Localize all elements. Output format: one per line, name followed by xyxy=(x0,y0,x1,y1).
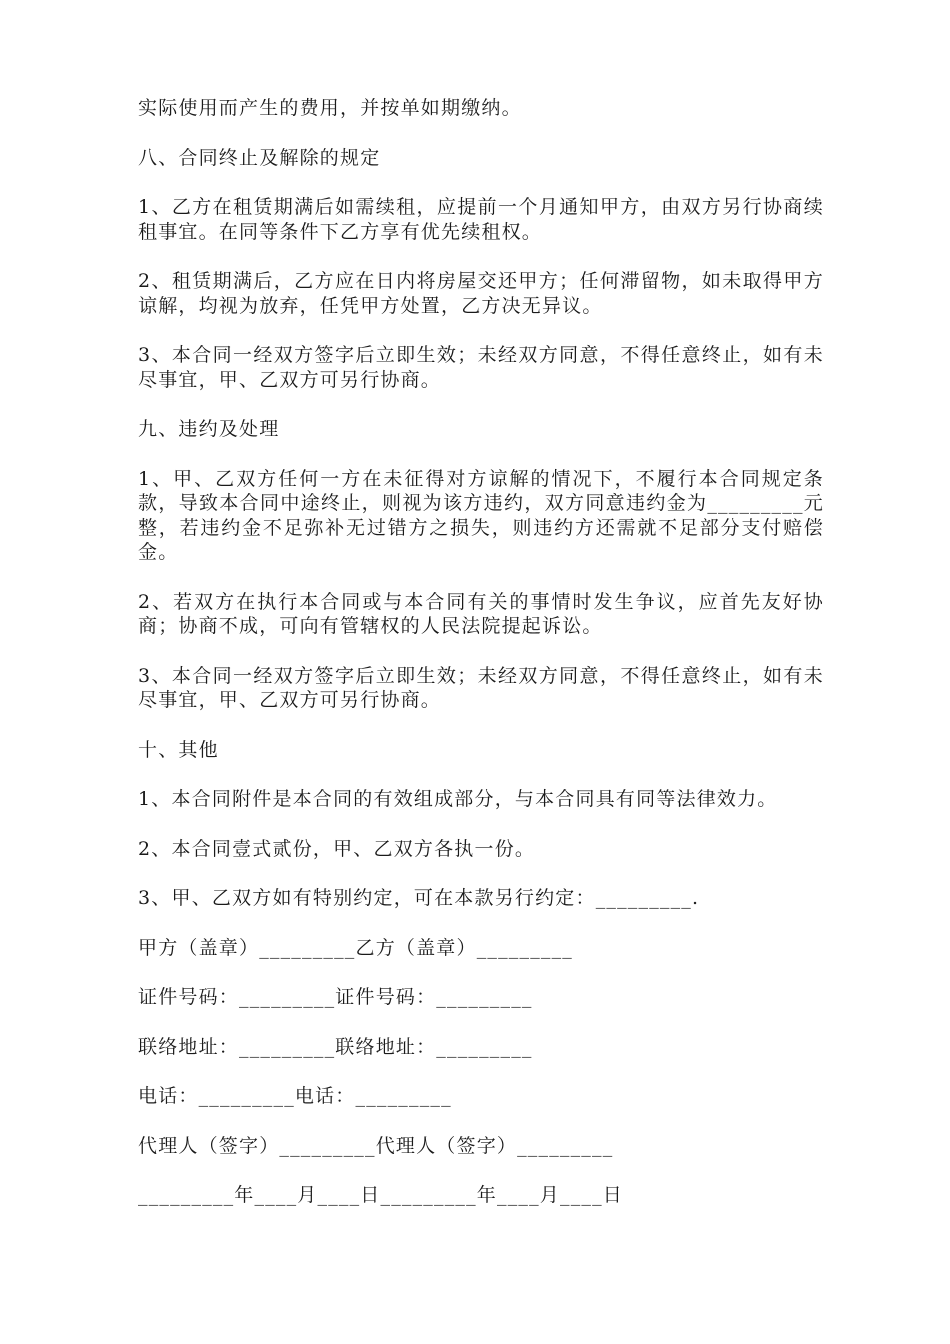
agent-signature-line: 代理人（签字）_________代理人（签字）_________ xyxy=(138,1134,614,1157)
date-line: _________年____月____日_________年____月____日 xyxy=(138,1184,624,1206)
signature-seal-line: 甲方（盖章）_________乙方（盖章）_________ xyxy=(138,936,574,959)
paragraph-fee-payment: 实际使用而产生的费用，并按单如期缴纳。 xyxy=(138,97,522,119)
clause-effective: 3、本合同一经双方签字后立即生效；未经双方同意，不得任意终止，如有未尽事宜，甲、乙双方可另行协商。 xyxy=(138,344,824,391)
clause-attachments: 1、本合同附件是本合同的有效组成部分，与本合同具有同等法律效力。 xyxy=(138,788,778,810)
clause-effective-repeat: 3、本合同一经双方签字后立即生效；未经双方同意，不得任意终止，如有未尽事宜，甲、乙双方可另行协商。 xyxy=(138,664,824,711)
address-line: 联络地址：_________联络地址：_________ xyxy=(138,1035,533,1058)
clause-return-property: 2、租赁期满后，乙方应在日内将房屋交还甲方；任何滞留物，如未取得甲方谅解，均视为放弃，任凭甲方处置，乙方决无异议。 xyxy=(138,270,824,317)
section-heading-other: 十、其他 xyxy=(138,738,219,761)
section-heading-breach: 九、违约及处理 xyxy=(138,418,280,440)
clause-special-terms: 3、甲、乙双方如有特别约定，可在本款另行约定：_________. xyxy=(138,887,700,909)
phone-line: 电话：_________电话：_________ xyxy=(138,1085,452,1107)
clause-renewal: 1、乙方在租赁期满后如需续租，应提前一个月通知甲方，由双方另行协商续租事宜。在同等条件下乙方享有优先续租权。 xyxy=(138,196,824,243)
id-number-line: 证件号码：_________证件号码：_________ xyxy=(138,986,533,1008)
contract-body xyxy=(138,96,824,1233)
clause-dispute: 2、若双方在执行本合同或与本合同有关的事情时发生争议，应首先友好协商；协商不成，可向有管辖权的人民法院提起诉讼。 xyxy=(138,590,824,637)
section-heading-termination: 八、合同终止及解除的规定 xyxy=(138,146,381,169)
clause-penalty: 1、甲、乙双方任何一方在未征得对方谅解的情况下，不履行本合同规定条款，导致本合同中途终止，则视为该方违约，双方同意违约金为_________元整，若违约金不足弥补无过错方之损失，则违约方还需就不足部分支付赔偿金。 xyxy=(138,467,824,563)
clause-copies: 2、本合同壹式贰份，甲、乙双方各执一份。 xyxy=(138,837,536,860)
